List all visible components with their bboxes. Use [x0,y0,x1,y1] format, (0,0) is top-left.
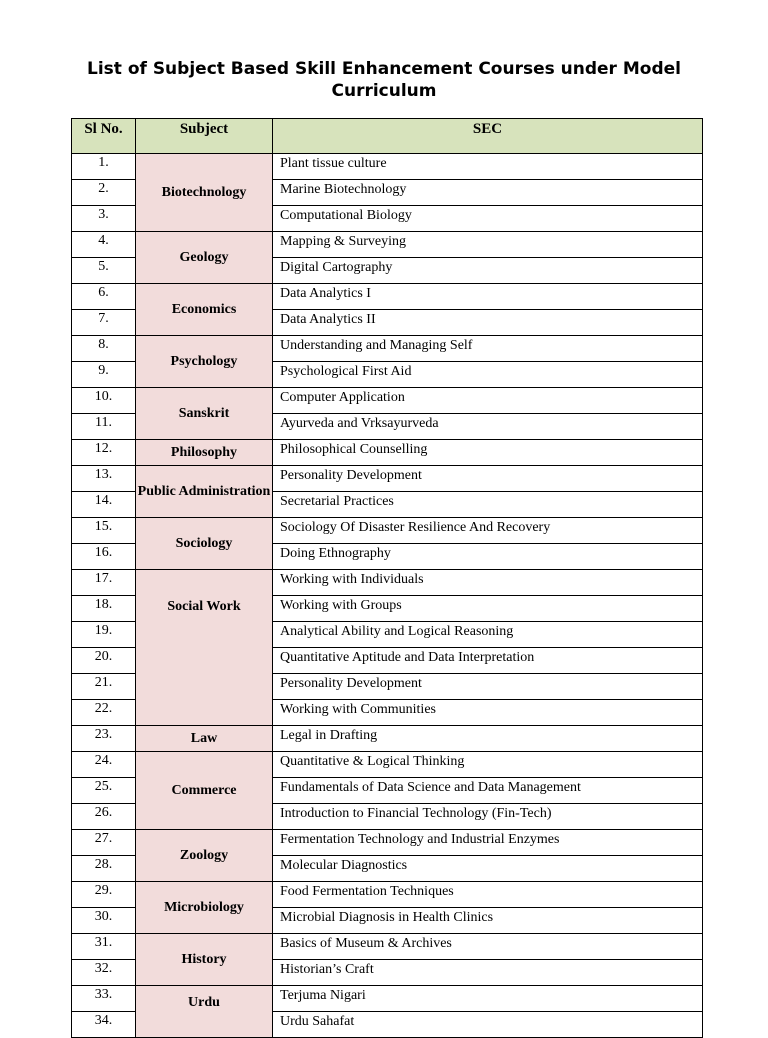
sec-cell: Personality Development [273,466,703,492]
page-title [0,58,768,102]
sl-cell: 12. [72,440,136,466]
table-row [72,284,703,310]
sec-cell: Secretarial Practices [273,492,703,518]
sec-cell: Digital Cartography [273,258,703,284]
sec-cell: Terjuma Nigari [273,986,703,1012]
sl-cell: 34. [72,1012,136,1038]
sl-cell: 11. [72,414,136,440]
sl-cell: 15. [72,518,136,544]
sec-cell: Urdu Sahafat [273,1012,703,1038]
sec-cell: Data Analytics II [273,310,703,336]
sec-cell: Mapping & Surveying [273,232,703,258]
sec-table [71,118,703,1038]
table-row [72,336,703,362]
table-row [72,232,703,258]
sec-cell: Philosophical Counselling [273,440,703,466]
sec-cell: Ayurveda and Vrksayurveda [273,414,703,440]
subject-cell: Zoology [136,830,273,882]
sl-cell: 14. [72,492,136,518]
sec-cell: Quantitative Aptitude and Data Interpretation [273,648,703,674]
header-sec: SEC [273,119,703,154]
sec-cell: Sociology Of Disaster Resilience And Recovery [273,518,703,544]
sl-cell: 30. [72,908,136,934]
sl-cell: 20. [72,648,136,674]
sec-cell: Working with Individuals [273,570,703,596]
sl-cell: 4. [72,232,136,258]
sec-cell: Working with Communities [273,700,703,726]
sec-cell: Understanding and Managing Self [273,336,703,362]
sec-cell: Plant tissue culture [273,154,703,180]
table-row [72,570,703,596]
sec-cell: Data Analytics I [273,284,703,310]
header-row [72,119,703,154]
sl-cell: 8. [72,336,136,362]
sl-cell: 33. [72,986,136,1012]
subject-cell: Urdu [136,986,273,1038]
sl-cell: 19. [72,622,136,648]
table-row [72,934,703,960]
sec-cell: Psychological First Aid [273,362,703,388]
sl-cell: 10. [72,388,136,414]
sl-cell: 31. [72,934,136,960]
sec-cell: Basics of Museum & Archives [273,934,703,960]
table-row [72,986,703,1012]
subject-cell: History [136,934,273,986]
sec-cell: Introduction to Financial Technology (Fin-Tech) [273,804,703,830]
sl-cell: 1. [72,154,136,180]
subject-cell: Commerce [136,752,273,830]
sec-cell: Working with Groups [273,596,703,622]
sec-cell: Microbial Diagnosis in Health Clinics [273,908,703,934]
sec-cell: Analytical Ability and Logical Reasoning [273,622,703,648]
table-row [72,466,703,492]
sl-cell: 3. [72,206,136,232]
sl-cell: 5. [72,258,136,284]
sl-cell: 28. [72,856,136,882]
table-row [72,726,703,752]
subject-cell: Law [136,726,273,752]
sl-cell: 2. [72,180,136,206]
sl-cell: 24. [72,752,136,778]
subject-cell: Biotechnology [136,154,273,232]
sl-cell: 6. [72,284,136,310]
sl-cell: 32. [72,960,136,986]
sec-cell: Personality Development [273,674,703,700]
table-row [72,752,703,778]
table-row [72,830,703,856]
sec-cell: Fermentation Technology and Industrial Enzymes [273,830,703,856]
sec-cell: Fundamentals of Data Science and Data Management [273,778,703,804]
subject-cell: Public Administration [136,466,273,518]
subject-cell: Microbiology [136,882,273,934]
sl-cell: 23. [72,726,136,752]
sec-cell: Molecular Diagnostics [273,856,703,882]
header-sl-no: Sl No. [72,119,136,154]
sl-cell: 17. [72,570,136,596]
sec-cell: Food Fermentation Techniques [273,882,703,908]
subject-cell: Economics [136,284,273,336]
sec-cell: Computational Biology [273,206,703,232]
table-row [72,440,703,466]
sl-cell: 22. [72,700,136,726]
header-subject: Subject [136,119,273,154]
subject-cell: Psychology [136,336,273,388]
sec-cell: Historian’s Craft [273,960,703,986]
sec-cell: Legal in Drafting [273,726,703,752]
sl-cell: 21. [72,674,136,700]
sec-cell: Doing Ethnography [273,544,703,570]
sl-cell: 13. [72,466,136,492]
sl-cell: 16. [72,544,136,570]
table-row [72,388,703,414]
subject-cell: Philosophy [136,440,273,466]
sec-cell: Computer Application [273,388,703,414]
table-row [72,882,703,908]
table-row [72,518,703,544]
title-line-2: Curriculum [331,81,437,101]
title-line-1: List of Subject Based Skill Enhancement Courses under Model [87,59,681,79]
sl-cell: 26. [72,804,136,830]
sl-cell: 27. [72,830,136,856]
sl-cell: 25. [72,778,136,804]
subject-cell: Social Work [136,570,273,726]
subject-cell: Geology [136,232,273,284]
sl-cell: 7. [72,310,136,336]
sl-cell: 9. [72,362,136,388]
table-row [72,154,703,180]
subject-cell: Sanskrit [136,388,273,440]
sl-cell: 29. [72,882,136,908]
subject-cell: Sociology [136,518,273,570]
sec-cell: Quantitative & Logical Thinking [273,752,703,778]
sec-cell: Marine Biotechnology [273,180,703,206]
sl-cell: 18. [72,596,136,622]
